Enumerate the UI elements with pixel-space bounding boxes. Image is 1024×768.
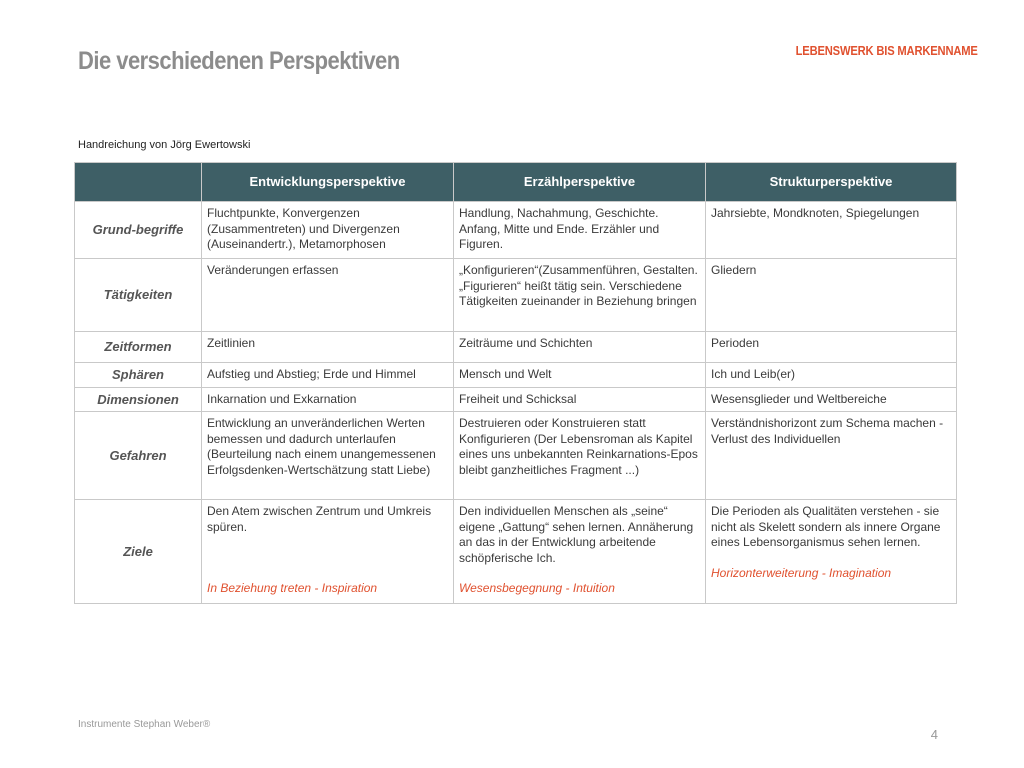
table-cell: Fluchtpunkte, Konvergenzen (Zusammentreten) und Divergenzen (Auseinandertr.), Metamorphosen [202, 202, 454, 259]
goal-accent: Horizonterweiterung - Imagination [711, 565, 892, 580]
goal-text: Den Atem zwischen Zentrum und Umkreis spüren. [207, 504, 432, 534]
table-row-sphaeren [75, 363, 957, 388]
table-cell: Destruieren oder Konstruieren statt Konfigurieren (Der Lebensroman als Kapitel eines uns unbekannten Reinkarnations-Epos bleibt ganzheitliches Fragment ...) [454, 412, 706, 500]
table-header-row [75, 163, 957, 202]
row-label: Grund-begriffe [75, 202, 202, 259]
row-label: Gefahren [75, 412, 202, 500]
table-row-zeitformen [75, 332, 957, 363]
column-header-empty [75, 163, 202, 202]
table-cell: Handlung, Nachahmung, Geschichte. Anfang, Mitte und Ende. Erzähler und Figuren. [454, 202, 706, 259]
footer-credit: Instrumente Stephan Weber® [78, 719, 211, 730]
table-cell: Mensch und Welt [454, 363, 706, 388]
brand-label: LEBENSWERK BIS MARKENNAME [795, 43, 978, 58]
table-cell: Ich und Leib(er) [706, 363, 957, 388]
table-row-gefahren [75, 412, 957, 500]
row-label: Ziele [75, 500, 202, 604]
table-cell: Zeiträume und Schichten [454, 332, 706, 363]
page-number: 4 [930, 727, 938, 742]
goal-text: Die Perioden als Qualitäten verstehen - sie nicht als Skelett sondern als innere Organe eines Lebensorganismus sehen lernen. [711, 504, 941, 549]
table-cell: Zeitlinien [202, 332, 454, 363]
column-header-entwicklung: Entwicklungsperspektive [202, 163, 454, 202]
table-cell [202, 500, 454, 604]
row-label: Sphären [75, 363, 202, 388]
row-label: Tätigkeiten [75, 259, 202, 332]
goal-accent: In Beziehung treten - Inspiration [207, 581, 378, 595]
table-row-dimensionen [75, 387, 957, 412]
table-cell: Inkarnation und Exkarnation [202, 387, 454, 412]
row-label: Zeitformen [75, 332, 202, 363]
table-row-ziele [75, 500, 957, 604]
table-cell [454, 500, 706, 604]
table-cell: Wesensglieder und Weltbereiche [706, 387, 957, 412]
table-cell: Freiheit und Schicksal [454, 387, 706, 412]
page-title: Die verschiedenen Perspektiven [78, 47, 400, 75]
table-row-taetigkeiten [75, 259, 957, 332]
table-cell: Entwicklung an unveränderlichen Werten bemessen und dadurch unterlaufen (Beurteilung nach einem unangemessenen Erfolgsdenken-Wertschätzung statt Liebe) [202, 412, 454, 500]
column-header-struktur: Strukturperspektive [706, 163, 957, 202]
perspectives-table [74, 162, 957, 604]
table-cell: Verständnishorizont zum Schema machen - Verlust des Individuellen [706, 412, 957, 500]
row-label: Dimensionen [75, 387, 202, 412]
table-cell [706, 500, 957, 604]
goal-text: Den individuellen Menschen als „seine“ eigene „Gattung“ sehen lernen. Annäherung an das in der Entwicklung arbeitende schöpferische Ich. [459, 504, 694, 565]
table-cell: Perioden [706, 332, 957, 363]
table-cell: Aufstieg und Abstieg; Erde und Himmel [202, 363, 454, 388]
goal-accent: Wesensbegegnung - Intuition [459, 581, 615, 595]
table-cell: Veränderungen erfassen [202, 259, 454, 332]
table-row-grundbegriffe [75, 202, 957, 259]
table-cell: „Konfigurieren“(Zusammenführen, Gestalten. „Figurieren“ heißt tätig sein. Verschiedene Tätigkeiten zueinander in Beziehung bringen [454, 259, 706, 332]
subtitle: Handreichung von Jörg Ewertowski [78, 139, 251, 151]
table-cell: Jahrsiebte, Mondknoten, Spiegelungen [706, 202, 957, 259]
table-cell: Gliedern [706, 259, 957, 332]
column-header-erzaehl: Erzählperspektive [454, 163, 706, 202]
